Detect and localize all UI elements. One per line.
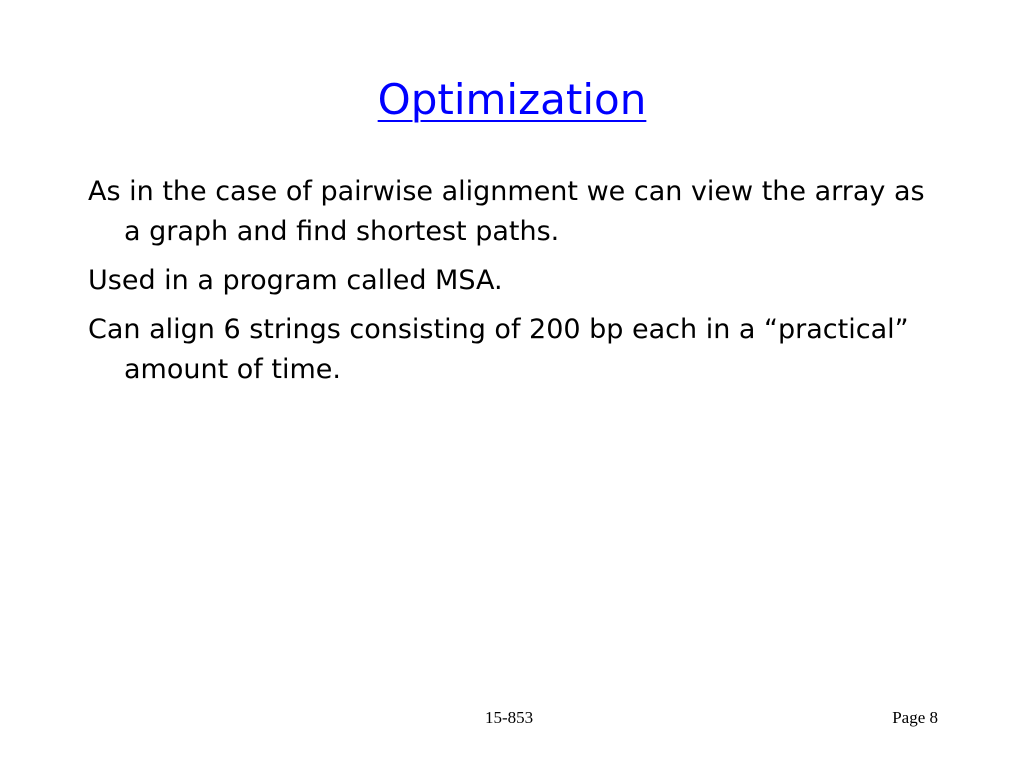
footer-course-number: 15-853 — [485, 708, 534, 727]
body-paragraph: Used in a program called MSA. — [88, 265, 503, 296]
body-paragraph: As in the case of pairwise alignment we can view the array as a graph and find shortest paths. — [88, 176, 925, 247]
slide-body — [88, 172, 948, 399]
footer-page-number: Page 8 — [892, 708, 938, 727]
slide-title: Optimization — [377, 75, 647, 124]
body-paragraph: Can align 6 strings consisting of 200 bp each in a “practical” amount of time. — [88, 314, 909, 385]
